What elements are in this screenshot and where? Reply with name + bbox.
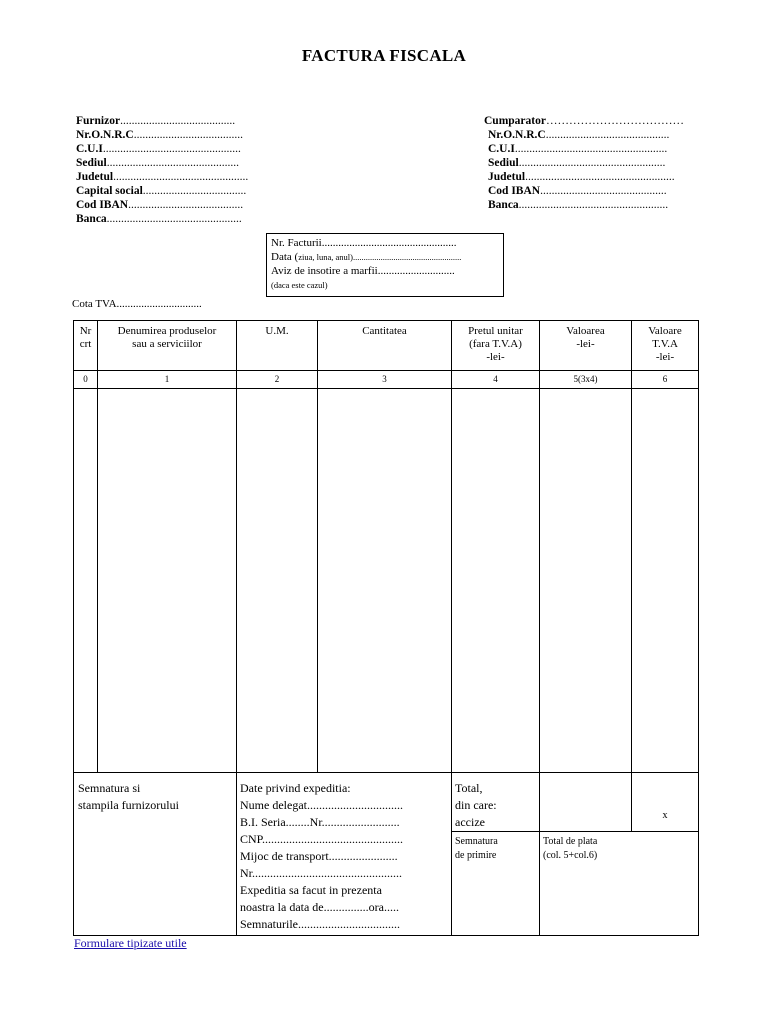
header-nr-crt: Nr crt (79, 325, 92, 350)
buyer-field: Cumparator ……………………………… (484, 115, 684, 127)
utility-forms-link[interactable]: Formulare tipizate utile (74, 936, 187, 950)
buyer-field: Sediul ................................................... (488, 157, 666, 169)
receipt-signature-cell: Semnatura de primire (455, 836, 498, 861)
column-number: 0 (83, 374, 88, 384)
header-cantitatea: Cantitatea (362, 325, 407, 337)
supplier-signature-cell: Semnatura si stampila furnizorului (78, 781, 179, 812)
buyer-field: Cod IBAN ............................................ (488, 185, 667, 197)
aviz-field: Aviz de insotire a marfii............................ (271, 265, 455, 277)
column-number: 5(3x4) (573, 374, 598, 384)
header-denumire: Denumirea produselor sau a serviciilor (117, 325, 217, 350)
seller-field: Nr.O.N.R.C ...................................... (76, 129, 243, 141)
shipping-details-cell: Date privind expeditia: Nume delegat................................ B.I. Seria........Nr.......................... CNP............................................... Mijoc de transport....................... Nr.................................................. Expeditia sa facut in prezenta noastra la data de...............ora..... Semnaturile.................................. (240, 781, 404, 931)
invoice-table (73, 320, 699, 936)
column-number: 6 (662, 374, 668, 384)
table-rule (317, 321, 318, 773)
seller-field: Furnizor ........................................ (76, 115, 236, 127)
invoice-date-field: Data (ziua, luna, anul)................................................... (271, 251, 462, 263)
header-um: U.M. (265, 325, 289, 337)
total-cell: Total, din care: accize (455, 781, 497, 829)
seller-field: Capital social .................................... (76, 185, 247, 197)
seller-field: Cod IBAN ........................................ (76, 199, 244, 211)
table-rule (452, 831, 698, 832)
buyer-field: C.U.I ..................................................... (488, 143, 668, 155)
buyer-field: Nr.O.N.R.C ........................................... (488, 129, 670, 141)
header-pret-unitar: Pretul unitar (fara T.V.A) -lei- (468, 325, 523, 363)
table-rule (539, 321, 540, 935)
table-rule (74, 388, 698, 389)
seller-field: Judetul ............................................... (76, 171, 249, 183)
table-rule (97, 321, 98, 773)
buyer-field: Banca .................................................... (488, 199, 669, 211)
header-valoarea: Valoarea -lei- (566, 325, 605, 350)
header-valoare-tva: Valoare T.V.A -lei- (648, 325, 682, 363)
x-mark: x (662, 810, 668, 821)
table-rule (74, 772, 698, 773)
total-payment-cell: Total de plata (col. 5+col.6) (543, 836, 598, 861)
seller-field: Sediul .............................................. (76, 157, 239, 169)
seller-block (76, 114, 271, 226)
cota-tva-field: Cota TVA............................... (72, 298, 202, 310)
column-number: 2 (274, 374, 280, 384)
aviz-note: (daca este cazul) (271, 280, 328, 290)
buyer-block (484, 114, 694, 212)
invoice-info-box (266, 233, 504, 297)
table-rule (74, 370, 698, 371)
document-title: FACTURA FISCALA (301, 46, 467, 65)
table-rule (451, 321, 452, 935)
table-rule (631, 321, 632, 832)
column-number: 4 (493, 374, 498, 384)
table-rule (236, 321, 237, 935)
seller-field: Banca ............................................... (76, 213, 242, 225)
invoice-number-field: Nr. Facturii................................................. (271, 237, 457, 249)
seller-field: C.U.I ................................................ (76, 143, 241, 155)
buyer-field: Judetul .................................................... (488, 171, 675, 183)
column-number: 3 (382, 374, 387, 384)
column-number: 1 (164, 374, 170, 384)
